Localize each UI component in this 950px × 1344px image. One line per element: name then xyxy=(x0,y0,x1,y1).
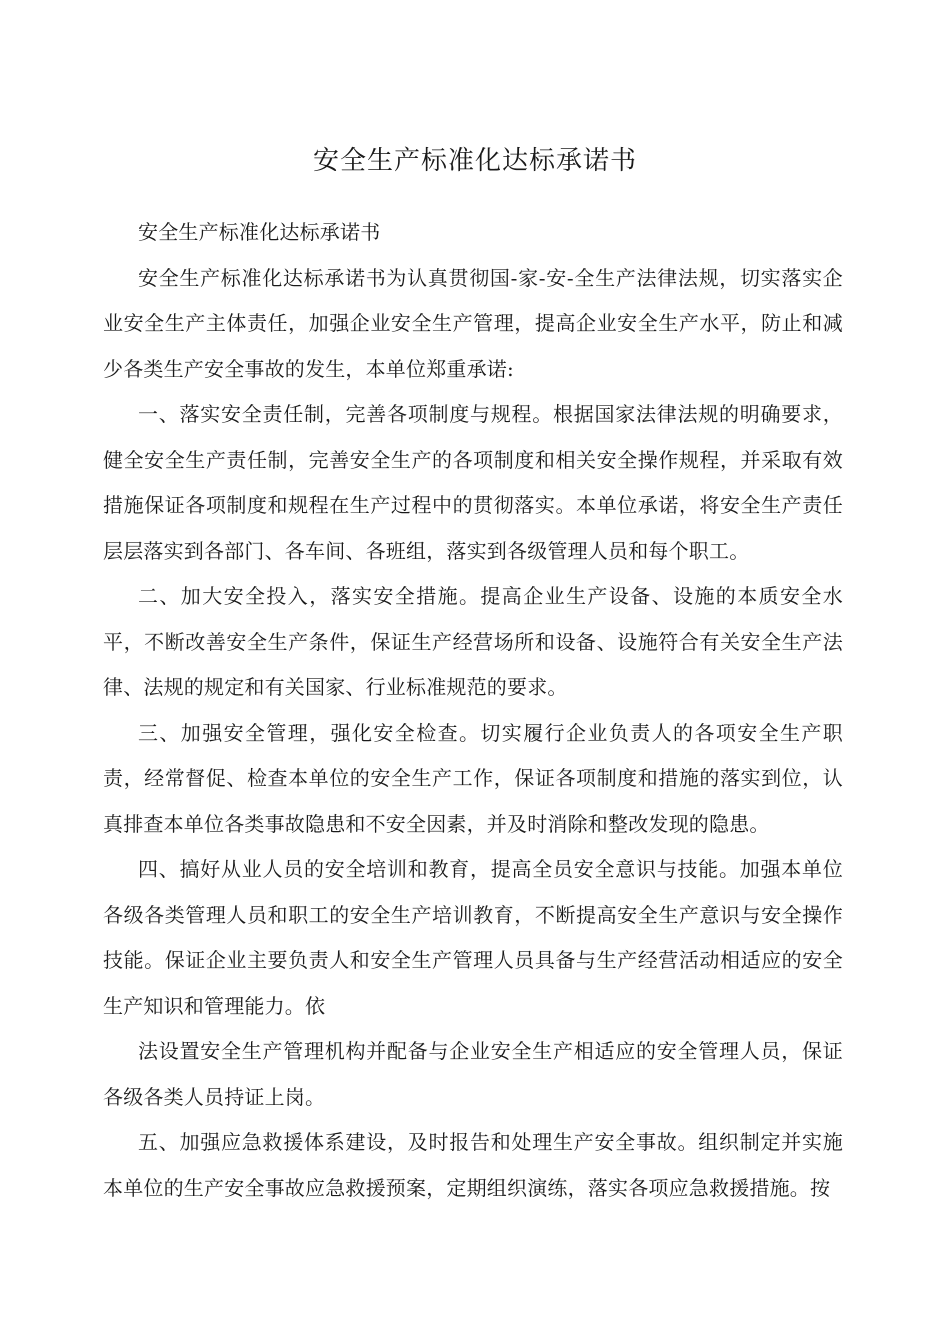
document-title: 安全生产标准化达标承诺书 xyxy=(312,146,637,176)
commitment-3-paragraph: 三、加强安全管理，强化安全检查。切实履行企业负责人的各项安全生产职责，经常督促、检查本单位的安全生产工作，保证各项制度和措施的落实到位，认真排查本单位各类事故隐患和不安全因素，并及时消除和整改发现的隐患。 xyxy=(103,720,843,836)
document-body xyxy=(103,210,843,1211)
commitment-2-paragraph: 二、加大安全投入，落实安全措施。提高企业生产设备、设施的本质安全水平，不断改善安全生产条件，保证生产经营场所和设备、设施符合有关安全生产法律、法规的规定和有关国家、行业标准规范的要求。 xyxy=(103,584,843,699)
commitment-1-paragraph: 一、落实安全责任制，完善各项制度与规程。根据国家法律法规的明确要求，健全安全生产责任制，完善安全生产的各项制度和相关安全操作规程，并采取有效措施保证各项制度和规程在生产过程中的贯彻落实。本单位承诺，将安全生产责任层层落实到各部门、各车间、各班组，落实到各级管理人员和每个职工。 xyxy=(103,402,843,563)
commitment-4-continued-paragraph: 法设置安全生产管理机构并配备与企业安全生产相适应的安全管理人员，保证各级各类人员持证上岗。 xyxy=(103,1039,843,1109)
intro-paragraph: 安全生产标准化达标承诺书为认真贯彻国-家-安-全生产法律法规，切实落实企业安全生产主体责任，加强企业安全生产管理，提高企业安全生产水平，防止和减少各类生产安全事故的发生，本单位郑重承诺: xyxy=(103,265,843,381)
subtitle-paragraph: 安全生产标准化达标承诺书 xyxy=(138,220,381,244)
commitment-4-paragraph: 四、搞好从业人员的安全培训和教育，提高全员安全意识与技能。加强本单位各级各类管理人员和职工的安全生产培训教育，不断提高安全生产意识与安全操作技能。保证企业主要负责人和安全生产管理人员具备与生产经营活动相适应的安全生产知识和管理能力。依 xyxy=(103,857,843,1018)
commitment-5-paragraph: 五、加强应急救援体系建设，及时报告和处理生产安全事故。组织制定并实施本单位的生产安全事故应急救援预案，定期组织演练，落实各项应急救援措施。按 xyxy=(103,1130,843,1200)
